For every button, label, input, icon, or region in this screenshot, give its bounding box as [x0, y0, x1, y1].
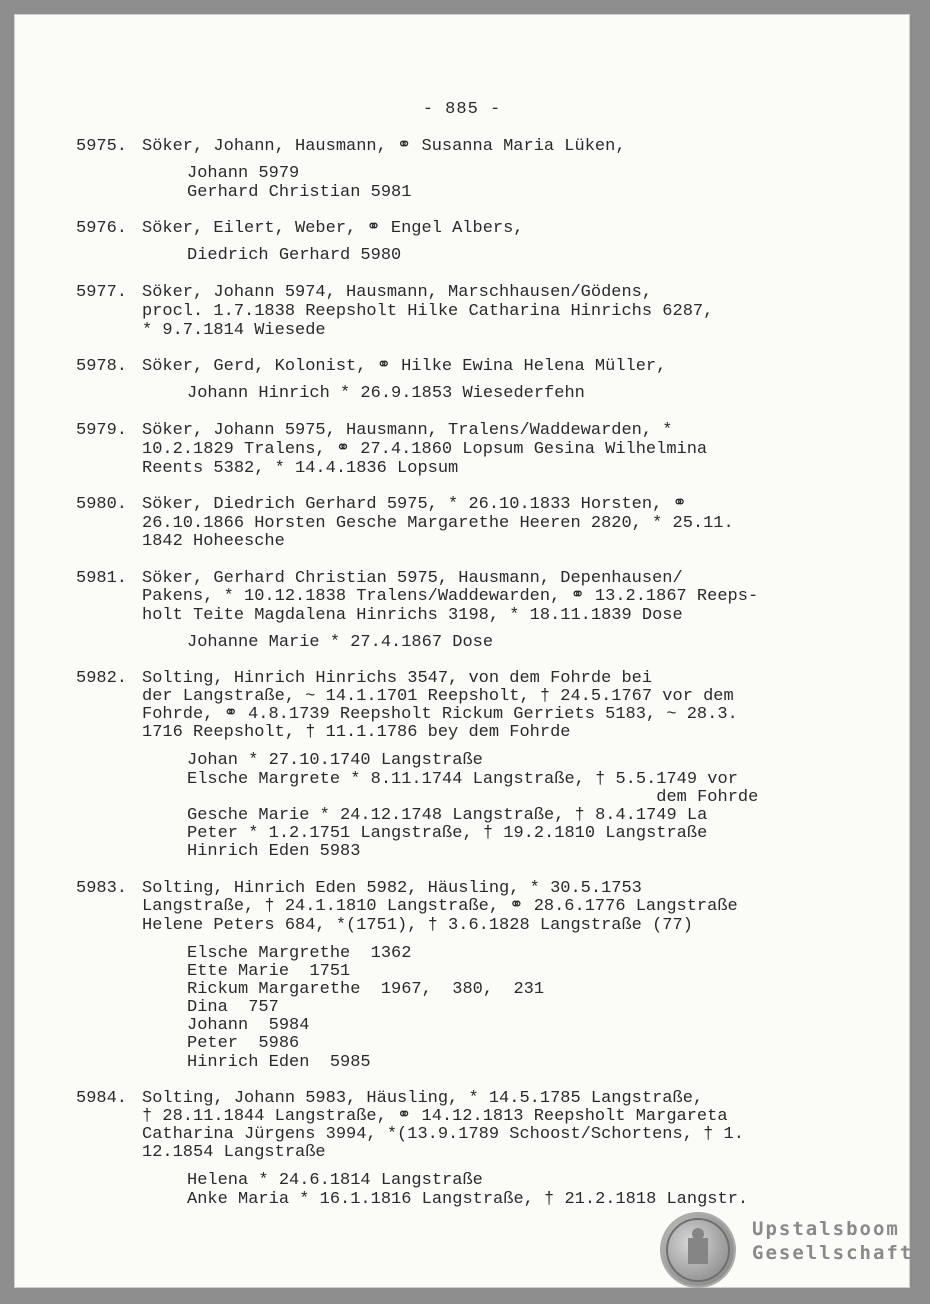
entry-line: Söker, Eilert, Weber, ⚭ Engel Albers,: [142, 219, 524, 238]
entry-line: * 9.7.1814 Wiesede: [142, 321, 326, 340]
entry-line: Helene Peters 684, *(1751), † 3.6.1828 Langstraße (77): [142, 916, 693, 935]
entry-line: Söker, Johann, Hausmann, ⚭ Susanna Maria Lüken,: [142, 137, 626, 156]
child-line: Hinrich Eden 5983: [187, 842, 361, 861]
entry-line: 1716 Reepsholt, † 11.1.1786 bey dem Fohrde: [142, 723, 571, 742]
child-line: Hinrich Eden 5985: [187, 1053, 371, 1072]
entry-line: Pakens, * 10.12.1838 Tralens/Waddewarden, ⚭ 13.2.1867 Reeps-: [142, 587, 759, 606]
child-line: Johann Hinrich * 26.9.1853 Wiesederfehn: [187, 384, 585, 403]
child-line: Elsche Margrethe 1362: [187, 944, 412, 963]
entry-line: Reents 5382, * 14.4.1836 Lopsum: [142, 459, 459, 478]
entry-line: Solting, Hinrich Hinrichs 3547, von dem Fohrde bei: [142, 669, 653, 688]
seal-logo-icon: [662, 1214, 734, 1286]
entry-line: Fohrde, ⚭ 4.8.1739 Reepsholt Rickum Gerriets 5183, ~ 28.3.: [142, 705, 738, 724]
child-line: Johann 5979: [187, 164, 300, 183]
entry-line: 12.1854 Langstraße: [142, 1143, 326, 1162]
child-line: Anke Maria * 16.1.1816 Langstraße, † 21.2.1818 Langstr.: [187, 1190, 749, 1209]
entry-line: Catharina Jürgens 3994, *(13.9.1789 Schoost/Schortens, † 1.: [142, 1125, 744, 1144]
entry-line: Söker, Diedrich Gerhard 5975, * 26.10.1833 Horsten, ⚭: [142, 495, 687, 514]
entry-line: procl. 1.7.1838 Reepsholt Hilke Catharina Hinrichs 6287,: [142, 302, 714, 321]
brand-line-2: Gesellschaft: [752, 1242, 914, 1264]
child-line: Gesche Marie * 24.12.1748 Langstraße, † 8.4.1749 La: [187, 806, 708, 825]
entry-line: Langstraße, † 24.1.1810 Langstraße, ⚭ 28.6.1776 Langstraße: [142, 897, 738, 916]
entry-line: 26.10.1866 Horsten Gesche Margarethe Heeren 2820, * 25.11.: [142, 514, 734, 533]
entry-line: Solting, Johann 5983, Häusling, * 14.5.1785 Langstraße,: [142, 1089, 704, 1108]
entry-line: Söker, Gerd, Kolonist, ⚭ Hilke Ewina Helena Müller,: [142, 357, 667, 376]
entry-number: 5979.: [76, 421, 128, 440]
child-line: dem Fohrde: [187, 788, 759, 807]
child-line: Johan * 27.10.1740 Langstraße: [187, 751, 483, 770]
child-line: Diedrich Gerhard 5980: [187, 246, 402, 265]
entry-line: Söker, Johann 5974, Hausmann, Marschhausen/Gödens,: [142, 283, 653, 302]
entry-number: 5980.: [76, 495, 128, 514]
entry-number: 5981.: [76, 569, 128, 588]
child-line: Rickum Margarethe 1967, 380, 231: [187, 980, 545, 999]
entry-number: 5975.: [76, 137, 128, 156]
child-line: Dina 757: [187, 998, 279, 1017]
entry-number: 5976.: [76, 219, 128, 238]
entry-number: 5977.: [76, 283, 128, 302]
entry-number: 5978.: [76, 357, 128, 376]
entry-line: 10.2.1829 Tralens, ⚭ 27.4.1860 Lopsum Gesina Wilhelmina: [142, 440, 708, 459]
child-line: Johann 5984: [187, 1016, 310, 1035]
child-line: Helena * 24.6.1814 Langstraße: [187, 1171, 483, 1190]
child-line: Peter * 1.2.1751 Langstraße, † 19.2.1810 Langstraße: [187, 824, 708, 843]
child-line: Gerhard Christian 5981: [187, 183, 412, 202]
brand-line-1: Upstalsboom: [752, 1218, 900, 1240]
child-line: Ette Marie 1751: [187, 962, 351, 981]
document-page: [14, 14, 914, 1288]
entry-line: Solting, Hinrich Eden 5982, Häusling, * 30.5.1753: [142, 879, 642, 898]
entry-line: holt Teite Magdalena Hinrichs 3198, * 18.11.1839 Dose: [142, 606, 683, 625]
child-line: Peter 5986: [187, 1034, 300, 1053]
entry-number: 5984.: [76, 1089, 128, 1108]
entry-line: 1842 Hoheesche: [142, 532, 285, 551]
entry-line: † 28.11.1844 Langstraße, ⚭ 14.12.1813 Reepsholt Margareta: [142, 1107, 728, 1126]
entry-line: Söker, Johann 5975, Hausmann, Tralens/Waddewarden, *: [142, 421, 673, 440]
entry-line: der Langstraße, ~ 14.1.1701 Reepsholt, † 24.5.1767 vor dem: [142, 687, 734, 706]
entry-number: 5983.: [76, 879, 128, 898]
child-line: Elsche Margrete * 8.11.1744 Langstraße, † 5.5.1749 vor: [187, 770, 738, 789]
page-number: - 885 -: [422, 100, 502, 119]
entry-line: Söker, Gerhard Christian 5975, Hausmann, Depenhausen/: [142, 569, 683, 588]
entry-number: 5982.: [76, 669, 128, 688]
child-line: Johanne Marie * 27.4.1867 Dose: [187, 633, 494, 652]
